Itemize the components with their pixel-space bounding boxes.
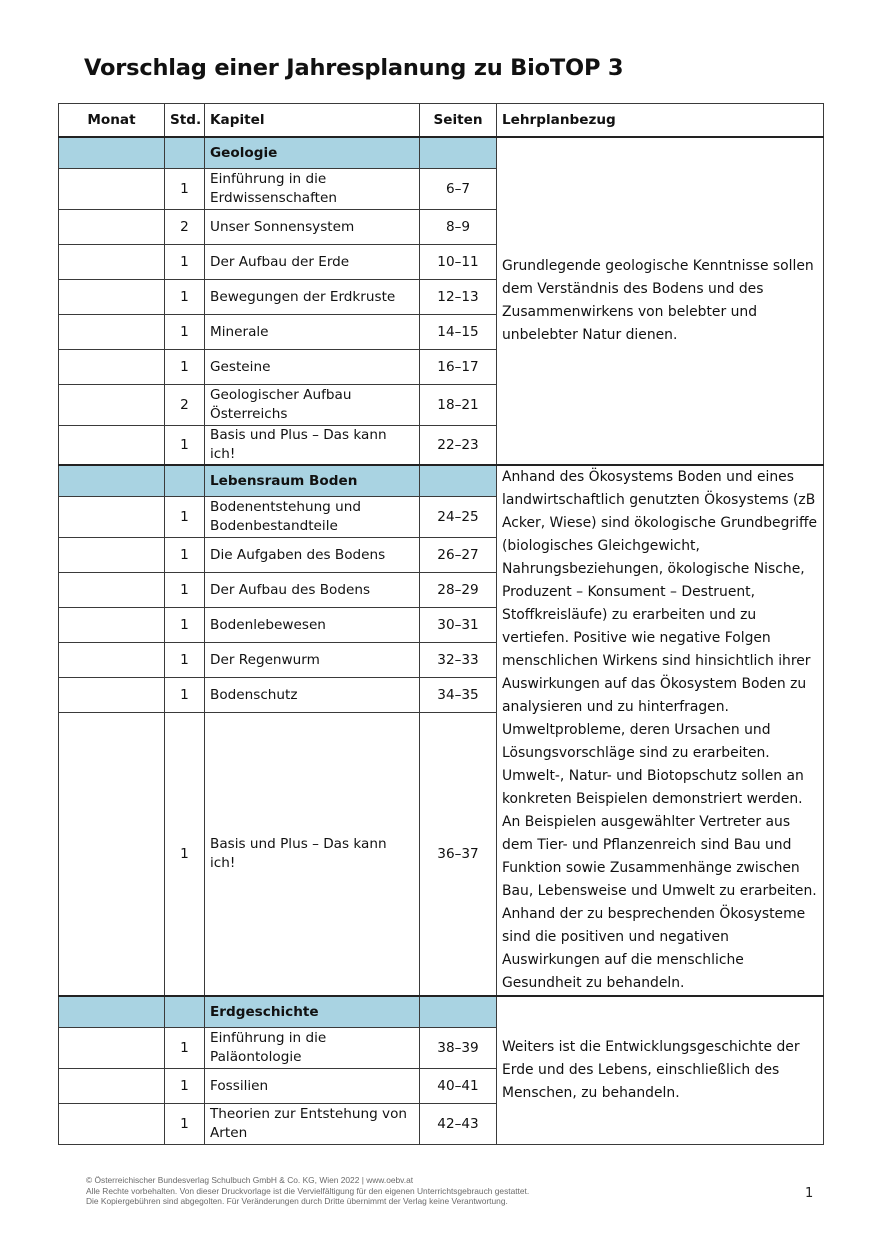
hours-cell: 1	[165, 315, 205, 350]
copyright-footer	[86, 1175, 686, 1207]
pages-cell: 8–9	[420, 210, 497, 245]
month-cell	[59, 608, 165, 643]
month-cell	[59, 280, 165, 315]
hours-cell: 1	[165, 643, 205, 678]
hours-cell: 1	[165, 245, 205, 280]
pages-cell: 12–13	[420, 280, 497, 315]
pages-cell	[420, 996, 497, 1028]
hours-cell: 1	[165, 538, 205, 573]
month-cell	[59, 573, 165, 608]
pages-cell: 6–7	[420, 169, 497, 210]
page-number: 1	[805, 1186, 814, 1201]
month-cell	[59, 713, 165, 997]
curriculum-reference: Weiters ist die Entwicklungsgeschichte der Erde und des Lebens, einschließlich des Menschen, zu behandeln.	[497, 996, 824, 1145]
month-cell	[59, 538, 165, 573]
footer-line-rights: Alle Rechte vorbehalten. Von dieser Druckvorlage ist die Vervielfältigung für den eigenen Unterrichtsgebrauch gestattet.	[86, 1185, 530, 1196]
pages-cell: 14–15	[420, 315, 497, 350]
chapter-cell: Fossilien	[205, 1069, 420, 1104]
hours-cell: 1	[165, 169, 205, 210]
hours-cell: 1	[165, 608, 205, 643]
month-cell	[59, 465, 165, 497]
chapter-cell: Der Regenwurm	[205, 643, 420, 678]
hours-cell: 1	[165, 426, 205, 466]
pages-cell: 24–25	[420, 497, 497, 538]
hours-cell: 1	[165, 1028, 205, 1069]
curriculum-reference: Grundlegende geologische Kenntnisse sollen dem Verständnis des Bodens und des Zusammenwirkens von belebter und unbelebter Natur dienen.	[497, 137, 824, 465]
month-cell	[59, 678, 165, 713]
page-title: Vorschlag einer Jahresplanung zu BioTOP 3	[84, 55, 624, 81]
month-cell	[59, 1069, 165, 1104]
chapter-cell: Unser Sonnensystem	[205, 210, 420, 245]
month-cell	[59, 210, 165, 245]
hours-cell: 1	[165, 497, 205, 538]
pages-cell: 18–21	[420, 385, 497, 426]
month-cell	[59, 315, 165, 350]
hours-cell: 1	[165, 280, 205, 315]
section-title: Lebensraum Boden	[205, 465, 420, 497]
hours-cell: 2	[165, 210, 205, 245]
chapter-cell: Der Aufbau des Bodens	[205, 573, 420, 608]
pages-cell: 40–41	[420, 1069, 497, 1104]
column-header-lehrplanbezug: Lehrplanbezug	[497, 104, 824, 138]
curriculum-reference: Anhand des Ökosystems Boden und eines landwirtschaftlich genutzten Ökosystems (zB Acker, Wiese) sind ökologische Grundbegriffe (biologisches Gleichgewicht, Nahrungsbeziehungen, ökologische Nische, Produzent – Konsument – Destruent, Stoffkreisläufe) zu erarbeiten und zu vertiefen. Positive wie negative Folgen menschlichen Wirkens sind hinsichtlich ihrer Auswirkungen auf das Ökosystem Boden zu analysieren und zu hinterfragen. Umweltprobleme, deren Ursachen und Lösungsvorschläge sind zu erarbeiten. Umwelt-, Natur- und Biotopschutz sollen an konkreten Beispielen demonstriert werden. An Beispielen ausgewählter Vertreter aus dem Tier- und Pflanzenreich sind Bau und Funktion sowie Zusammenhänge zwischen Bau, Lebensweise und Umwelt zu erarbeiten. Anhand der zu besprechenden Ökosysteme sind die positiven und negativen Auswirkungen auf die menschliche Gesundheit zu behandeln.	[497, 465, 824, 996]
chapter-cell: Geologischer Aufbau Österreichs	[205, 385, 420, 426]
pages-cell: 42–43	[420, 1104, 497, 1145]
chapter-cell: Die Aufgaben des Bodens	[205, 538, 420, 573]
hours-cell: 1	[165, 573, 205, 608]
chapter-cell: Bewegungen der Erdkruste	[205, 280, 420, 315]
month-cell	[59, 1104, 165, 1145]
month-cell	[59, 385, 165, 426]
hours-cell: 1	[165, 350, 205, 385]
chapter-cell: Gesteine	[205, 350, 420, 385]
chapter-cell: Einführung in die Erdwissenschaften	[205, 169, 420, 210]
pages-cell: 36–37	[420, 713, 497, 997]
pages-cell: 22–23	[420, 426, 497, 466]
hours-cell: 1	[165, 678, 205, 713]
hours-cell	[165, 465, 205, 497]
pages-cell: 30–31	[420, 608, 497, 643]
month-cell	[59, 350, 165, 385]
column-header-kapitel: Kapitel	[205, 104, 420, 138]
month-cell	[59, 169, 165, 210]
hours-cell: 2	[165, 385, 205, 426]
year-plan-table	[58, 103, 824, 1145]
chapter-cell: Bodenschutz	[205, 678, 420, 713]
column-header-seiten: Seiten	[420, 104, 497, 138]
footer-line-fees: Die Kopiergebühren sind abgegolten. Für Veränderungen durch Dritte übernimmt der Verlag keine Verantwortung.	[86, 1196, 508, 1206]
month-cell	[59, 497, 165, 538]
chapter-cell: Einführung in die Paläontologie	[205, 1028, 420, 1069]
pages-cell	[420, 465, 497, 497]
hours-cell: 1	[165, 713, 205, 997]
month-cell	[59, 643, 165, 678]
chapter-cell: Der Aufbau der Erde	[205, 245, 420, 280]
month-cell	[59, 1028, 165, 1069]
hours-cell: 1	[165, 1069, 205, 1104]
section-title: Geologie	[205, 137, 420, 169]
chapter-cell: Basis und Plus – Das kann ich!	[205, 713, 420, 997]
chapter-cell: Theorien zur Entstehung von Arten	[205, 1104, 420, 1145]
column-header-monat: Monat	[59, 104, 165, 138]
pages-cell: 38–39	[420, 1028, 497, 1069]
footer-line-copyright: © Österreichischer Bundesverlag Schulbuch GmbH & Co. KG, Wien 2022 | www.oebv.at	[86, 1175, 414, 1185]
pages-cell: 26–27	[420, 538, 497, 573]
section-header-row	[59, 137, 824, 169]
section-header-row	[59, 996, 824, 1028]
pages-cell: 32–33	[420, 643, 497, 678]
month-cell	[59, 245, 165, 280]
section-header-row	[59, 465, 824, 497]
hours-cell: 1	[165, 1104, 205, 1145]
hours-cell	[165, 137, 205, 169]
month-cell	[59, 996, 165, 1028]
pages-cell: 10–11	[420, 245, 497, 280]
month-cell	[59, 426, 165, 466]
month-cell	[59, 137, 165, 169]
chapter-cell: Minerale	[205, 315, 420, 350]
chapter-cell: Bodenentstehung und Bodenbestandteile	[205, 497, 420, 538]
hours-cell	[165, 996, 205, 1028]
chapter-cell: Basis und Plus – Das kann ich!	[205, 426, 420, 466]
table-header-row	[59, 104, 824, 138]
section-title: Erdgeschichte	[205, 996, 420, 1028]
pages-cell	[420, 137, 497, 169]
pages-cell: 34–35	[420, 678, 497, 713]
pages-cell: 28–29	[420, 573, 497, 608]
column-header-std: Std.	[165, 104, 205, 138]
pages-cell: 16–17	[420, 350, 497, 385]
chapter-cell: Bodenlebewesen	[205, 608, 420, 643]
